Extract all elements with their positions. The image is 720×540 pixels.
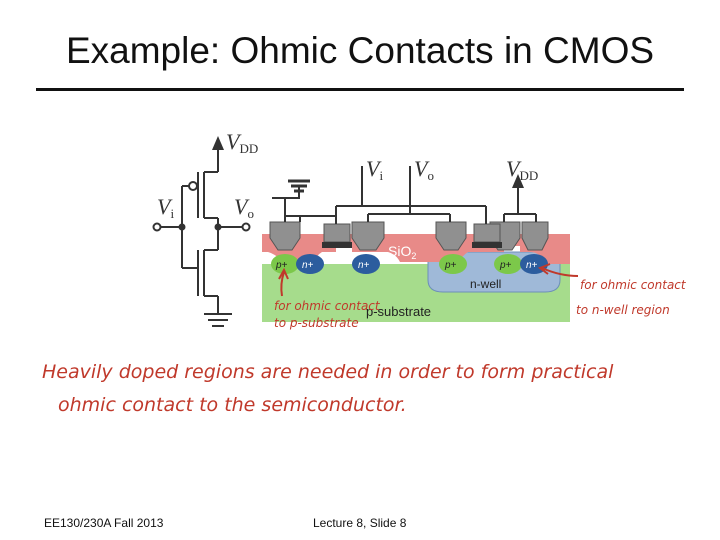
cross-section-vi-label: Vi [366, 156, 384, 183]
n-well-label: n-well [470, 277, 502, 291]
pmos-gate-oxide [472, 242, 502, 248]
note-n-well-line1: for ohmic contact [580, 278, 686, 292]
note-p-substrate-line2: to p-substrate [274, 316, 359, 330]
n-plus-label-2: n+ [358, 260, 370, 271]
annotation-line-2: ohmic contact to the semiconductor. [58, 394, 407, 416]
cross-section-vdd-label: VDD [506, 156, 539, 183]
schematic-vdd-label: VDD [226, 129, 259, 156]
annotation-line-1: Heavily doped regions are needed in order to form practical [42, 361, 614, 383]
p-plus-label-1: p+ [276, 260, 288, 271]
inverter-schematic [154, 136, 250, 326]
nmos-gate-oxide [322, 242, 352, 248]
n-plus-label-1: n+ [302, 260, 314, 271]
sio2-label: SiO$_2$ [388, 243, 417, 261]
p-substrate-label: p-substrate [366, 304, 432, 319]
note-p-substrate-line1: for ohmic contact [274, 299, 380, 313]
slide-number-footer: Lecture 8, Slide 8 [313, 516, 407, 530]
p-plus-label-3: p+ [500, 260, 512, 271]
metal-contact-5 [522, 222, 548, 250]
cross-section-vo-label: Vo [414, 156, 434, 183]
vdd-arrow-icon [212, 136, 224, 150]
note-n-well-line2: to n-well region [576, 303, 670, 317]
nmos-gate [324, 224, 350, 242]
n-plus-label-3: n+ [526, 260, 538, 271]
p-plus-label-2: p+ [445, 260, 457, 271]
course-footer: EE130/230A Fall 2013 [44, 516, 164, 530]
schematic-vi-label: Vi [157, 194, 175, 221]
metal-contact-2 [352, 222, 384, 250]
ground-icon [272, 181, 310, 216]
pmos-gate [474, 224, 500, 242]
schematic-vo-label: Vo [234, 194, 254, 221]
slide-title: Example: Ohmic Contacts in CMOS [65, 30, 655, 71]
